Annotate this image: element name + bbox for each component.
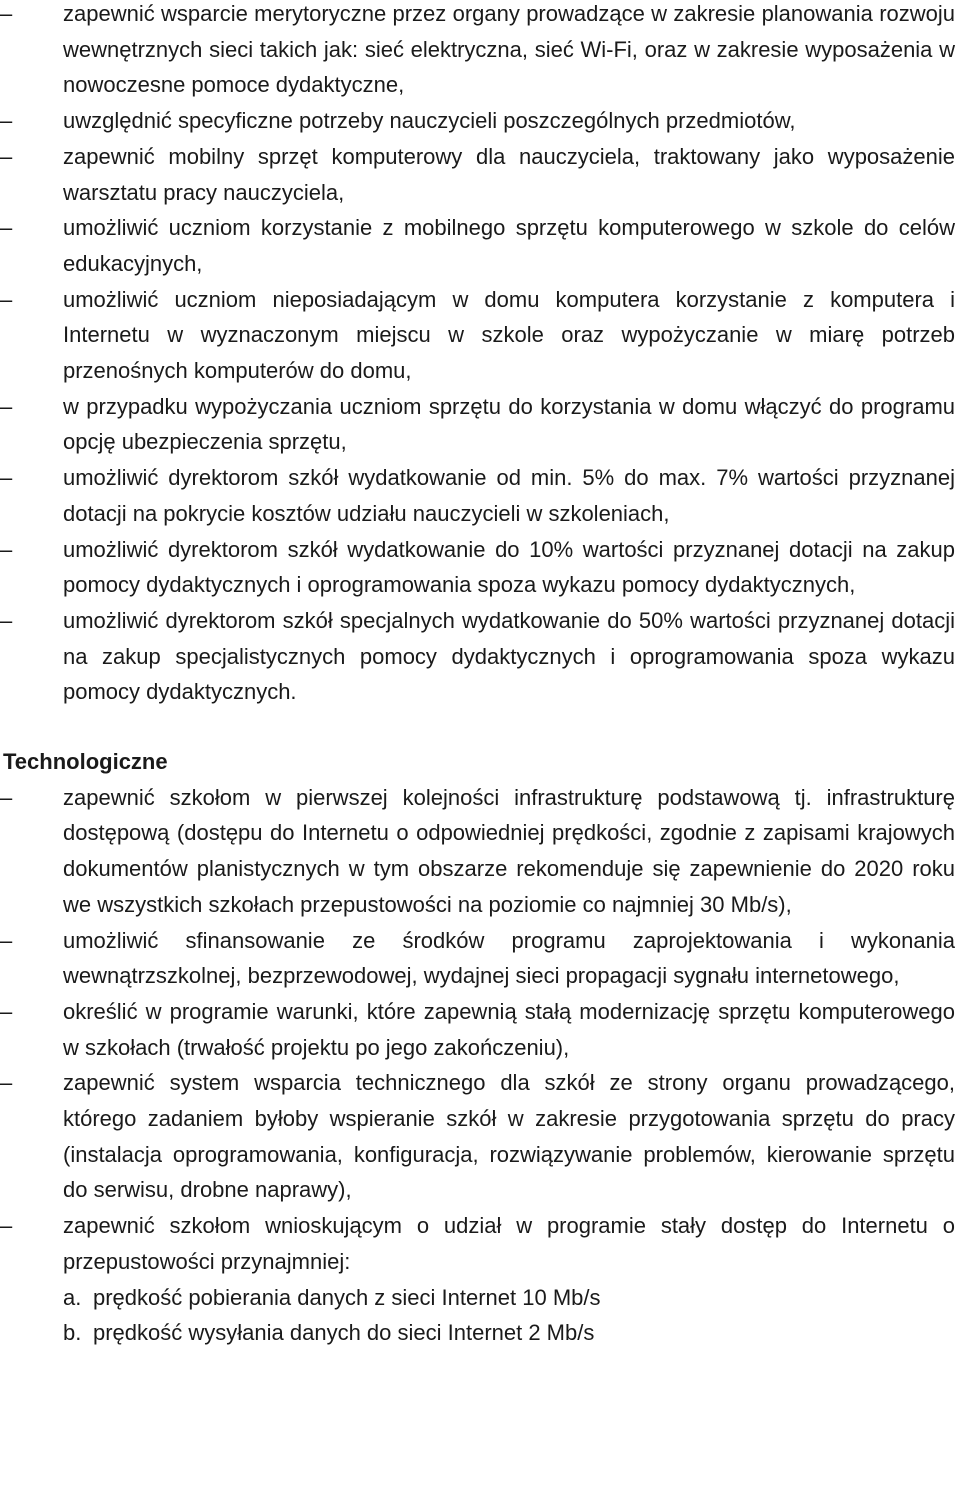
dash-bullet: – <box>0 108 13 134</box>
dash-bullet: – <box>0 393 13 419</box>
speed-sublist <box>0 1280 960 1351</box>
list-item <box>0 460 960 531</box>
sublist-item-text: prędkość wysyłania danych do sieci Internet 2 Mb/s <box>93 1320 595 1346</box>
list-item-text: umożliwić sfinansowanie ze środków programu zaprojektowania i wykonania wewnątrzszkolnej, bezprzewodowej, wydajnej sieci propagacji sygnału internetowego, <box>63 927 955 989</box>
list-item-text: zapewnić system wsparcia technicznego dla szkół ze strony organu prowadzącego, którego zadaniem byłoby wspieranie szkół w zakresie przygotowania sprzętu do pracy (instalacja oprogramowania, konfiguracja, rozwiązywanie problemów, kierowanie sprzętu do serwisu, drobne naprawy), <box>63 1070 955 1203</box>
list-item <box>0 1208 960 1279</box>
section-2-list <box>0 780 960 1280</box>
list-item-text: umożliwić dyrektorom szkół specjalnych wydatkowanie do 50% wartości przyznanej dotacji na zakup specjalistycznych pomocy dydaktycznych i oprogramowania spoza wykazu pomocy dydaktycznych. <box>63 607 955 705</box>
section-heading: Technologiczne <box>3 749 168 775</box>
sublist-item <box>0 1315 960 1351</box>
list-item-text: w przypadku wypożyczania uczniom sprzętu do korzystania w domu włączyć do programu opcję ubezpieczenia sprzętu, <box>63 393 955 455</box>
list-item <box>0 210 960 281</box>
dash-bullet: – <box>0 286 13 312</box>
list-item <box>0 0 960 103</box>
list-item <box>0 389 960 460</box>
list-item-text: umożliwić dyrektorom szkół wydatkowanie od min. 5% do max. 7% wartości przyznanej dotacji na pokrycie kosztów udziału nauczycieli w szkoleniach, <box>63 465 955 526</box>
dash-bullet: – <box>0 927 13 953</box>
sublist-marker: b. <box>63 1320 82 1346</box>
list-item <box>0 780 960 923</box>
list-item-text: uwzględnić specyficzne potrzeby nauczycieli poszczególnych przedmiotów, <box>63 108 796 134</box>
list-item-text: zapewnić mobilny sprzęt komputerowy dla nauczyciela, traktowany jako wyposażenie warsztatu pracy nauczyciela, <box>63 143 955 205</box>
dash-bullet: – <box>0 465 13 491</box>
list-item <box>0 282 960 389</box>
list-item <box>0 139 960 210</box>
list-item-text: zapewnić szkołom wnioskującym o udział w programie stały dostęp do Internetu o przepustowości przynajmniej: <box>63 1213 955 1274</box>
sublist-item <box>0 1280 960 1316</box>
list-item-text: zapewnić wsparcie merytoryczne przez organy prowadzące w zakresie planowania rozwoju wewnętrznych sieci takich jak: sieć elektryczna, sieć Wi-Fi, oraz w zakresie wyposażenia w nowoczesne pomoce dydaktyczne, <box>63 1 955 98</box>
list-item-text: umożliwić dyrektorom szkół wydatkowanie do 10% wartości przyznanej dotacji na zakup pomocy dydaktycznych i oprogramowania spoza wykazu pomocy dydaktycznych, <box>63 536 955 598</box>
sublist-marker: a. <box>63 1284 82 1310</box>
dash-bullet: – <box>0 143 13 169</box>
section-1-list <box>0 0 960 710</box>
dash-bullet: – <box>0 998 13 1024</box>
list-item <box>0 532 960 603</box>
dash-bullet: – <box>0 607 13 633</box>
dash-bullet: – <box>0 215 13 241</box>
dash-bullet: – <box>0 784 13 810</box>
sublist-item-text: prędkość pobierania danych z sieci Internet 10 Mb/s <box>93 1284 601 1310</box>
dash-bullet: – <box>0 1213 13 1239</box>
dash-bullet: – <box>0 536 13 562</box>
list-item-text: umożliwić uczniom nieposiadającym w domu komputera korzystanie z komputera i Internetu w wyznaczonym miejscu w szkole oraz wypożyczanie w miarę potrzeb przenośnych komputerów do domu, <box>63 286 955 384</box>
list-item <box>0 603 960 710</box>
list-item-text: umożliwić uczniom korzystanie z mobilnego sprzętu komputerowego w szkole do celów edukacyjnych, <box>63 215 955 276</box>
list-item <box>0 103 960 139</box>
list-item-text: określić w programie warunki, które zapewnią stałą modernizację sprzętu komputerowego w szkołach (trwałość projektu po jego zakończeniu), <box>63 998 955 1060</box>
list-item <box>0 1065 960 1208</box>
dash-bullet: – <box>0 1 13 26</box>
list-item <box>0 994 960 1065</box>
dash-bullet: – <box>0 1070 13 1096</box>
list-item <box>0 923 960 994</box>
list-item-text: zapewnić szkołom w pierwszej kolejności infrastrukturę podstawową tj. infrastrukturę dostępową (dostępu do Internetu o odpowiedniej prędkości, zgodnie z zapisami krajowych dokumentów planistycznych w tym obszarze rekomenduje się zapewnienie do 2020 roku we wszystkich szkołach przepustowości na poziomie co najmniej 30 Mb/s), <box>63 784 955 917</box>
